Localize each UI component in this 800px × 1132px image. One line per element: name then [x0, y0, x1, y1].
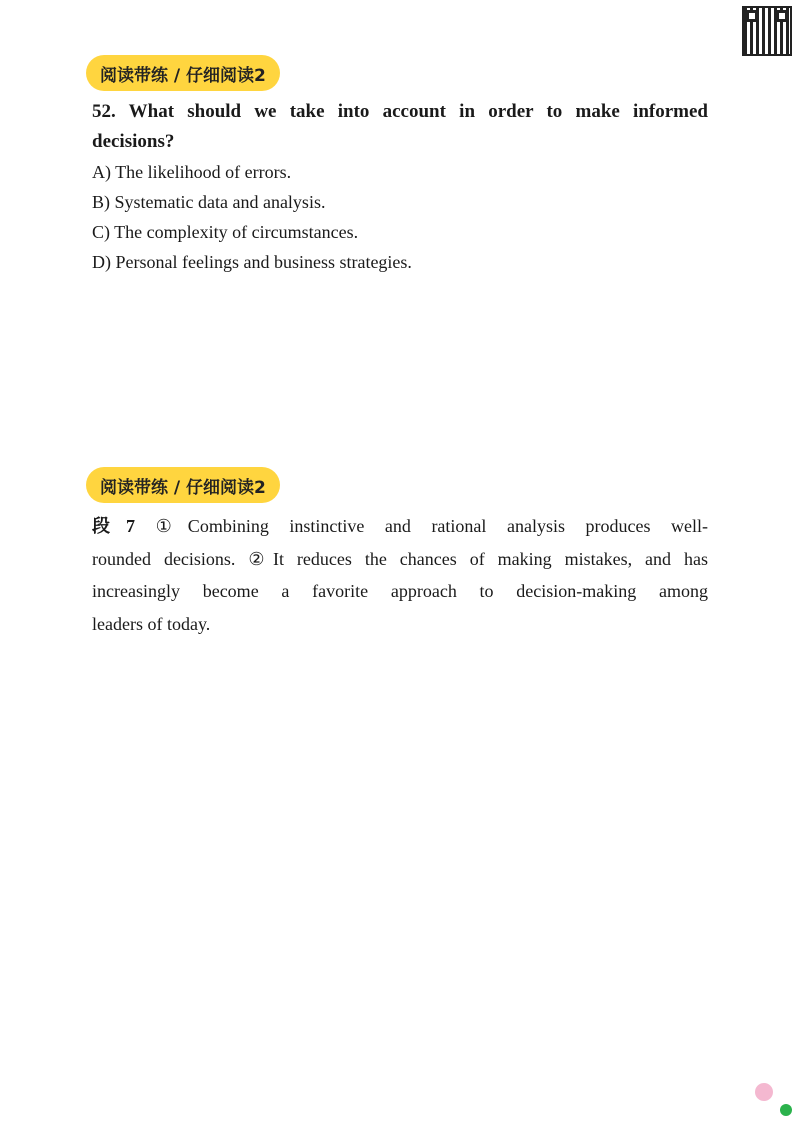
paragraph-line	[92, 510, 708, 543]
paragraph-label: 段7	[92, 516, 136, 536]
mini-program-center-icon	[755, 1083, 773, 1101]
option-d: D) Personal feelings and business strategies.	[92, 252, 412, 272]
question-text-line: 52. What should we take into account in order to make informed	[92, 101, 708, 122]
question-52	[92, 97, 708, 157]
paragraph-line-text: ①Combining instinctive and rational analysis produces well-	[155, 516, 708, 536]
wechat-mini-program-code-icon	[738, 1066, 790, 1118]
option-b: B) Systematic data and analysis.	[92, 192, 326, 212]
mini-program-badge-icon	[780, 1104, 792, 1116]
answer-options	[92, 157, 708, 277]
option-c: C) The complexity of circumstances.	[92, 222, 359, 242]
paragraph-line: rounded decisions. ②It reduces the chances of making mistakes, and has	[92, 548, 708, 569]
qr-code-icon	[742, 6, 792, 56]
paragraph-line: leaders of today.	[92, 613, 211, 634]
paragraph-7	[92, 510, 708, 640]
option-a: A) The likelihood of errors.	[92, 162, 292, 182]
paragraph-line: increasingly become a favorite approach to decision-making among	[92, 581, 708, 601]
section-tag: 阅读带练 / 仔细阅读2	[86, 467, 280, 503]
section-tag: 阅读带练 / 仔细阅读2	[86, 55, 280, 91]
question-text-line: decisions?	[92, 131, 175, 152]
